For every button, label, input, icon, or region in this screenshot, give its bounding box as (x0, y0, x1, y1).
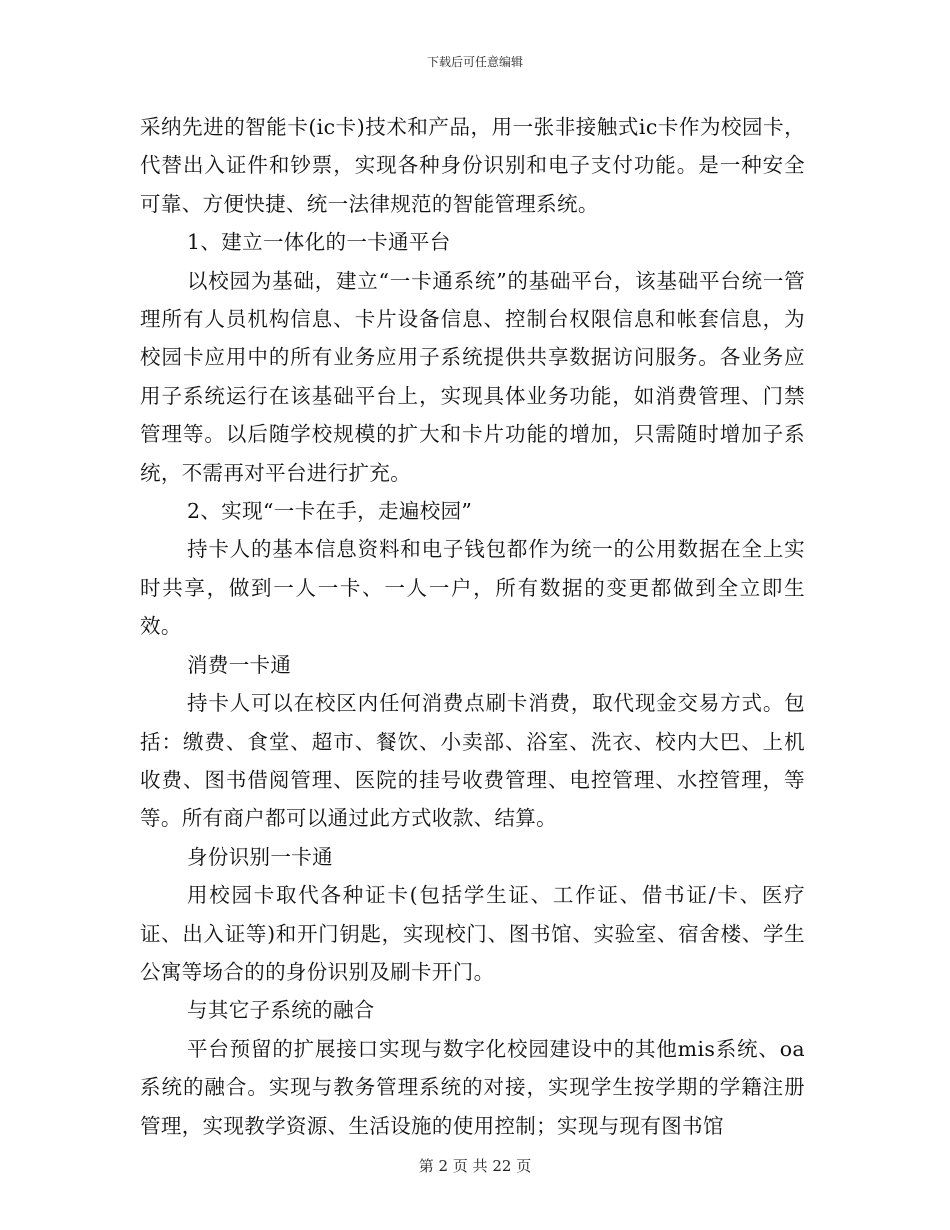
paragraph: 持卡人可以在校区内任何消费点刷卡消费，取代现金交易方式。包括：缴费、食堂、超市、餐饮、小卖部、浴室、洗衣、校内大巴、上机收费、图书借阅管理、医院的挂号收费管理、电控管理、水控管理，等等。所有商户都可以通过此方式收款、结算。 (140, 691, 805, 831)
section-heading: 1、建立一体化的一卡通平台 (187, 230, 451, 255)
page-number: 第 2 页 共 22 页 (418, 1157, 532, 1175)
section-heading: 2、实现“一卡在手，走遍校园” (187, 499, 473, 524)
subsection-heading: 消费一卡通 (187, 652, 292, 677)
paragraph: 采纳先进的智能卡(ic卡)技术和产品，用一张非接触式ic卡作为校园卡，代替出入证件和钞票，实现各种身份识别和电子支付功能。是一种安全可靠、方便快捷、统一法律规范的智能管理系统。 (140, 115, 805, 216)
subsection-heading: 与其它子系统的融合 (187, 998, 375, 1023)
paragraph: 持卡人的基本信息资料和电子钱包都作为统一的公用数据在全上实时共享，做到一人一卡、一人一户，所有数据的变更都做到全立即生效。 (140, 537, 805, 639)
subsection-heading: 身份识别一卡通 (187, 844, 333, 869)
document-body (140, 108, 805, 1145)
paragraph: 以校园为基础，建立“一卡通系统”的基础平台，该基础平台统一管理所有人员机构信息、卡片设备信息、控制台权限信息和帐套信息，为校园卡应用中的所有业务应用子系统提供共享数据访问服务。各业务应用子系统运行在该基础平台上，实现具体业务功能，如消费管理、门禁管理等。以后随学校规模的扩大和卡片功能的增加，只需随时增加子系统，不需再对平台进行扩充。 (140, 268, 805, 485)
page-header: 下载后可任意编辑 (426, 55, 523, 69)
paragraph: 用校园卡取代各种证卡(包括学生证、工作证、借书证/卡、医疗证、出入证等)和开门钥匙，实现校门、图书馆、实验室、宿舍楼、学生公寓等场合的的身份识别及刷卡开门。 (140, 883, 805, 984)
paragraph: 平台预留的扩展接口实现与数字化校园建设中的其他mis系统、oa系统的融合。实现与教务管理系统的对接，实现学生按学期的学籍注册管理，实现教学资源、生活设施的使用控制；实现与现有图书馆 (140, 1036, 805, 1138)
